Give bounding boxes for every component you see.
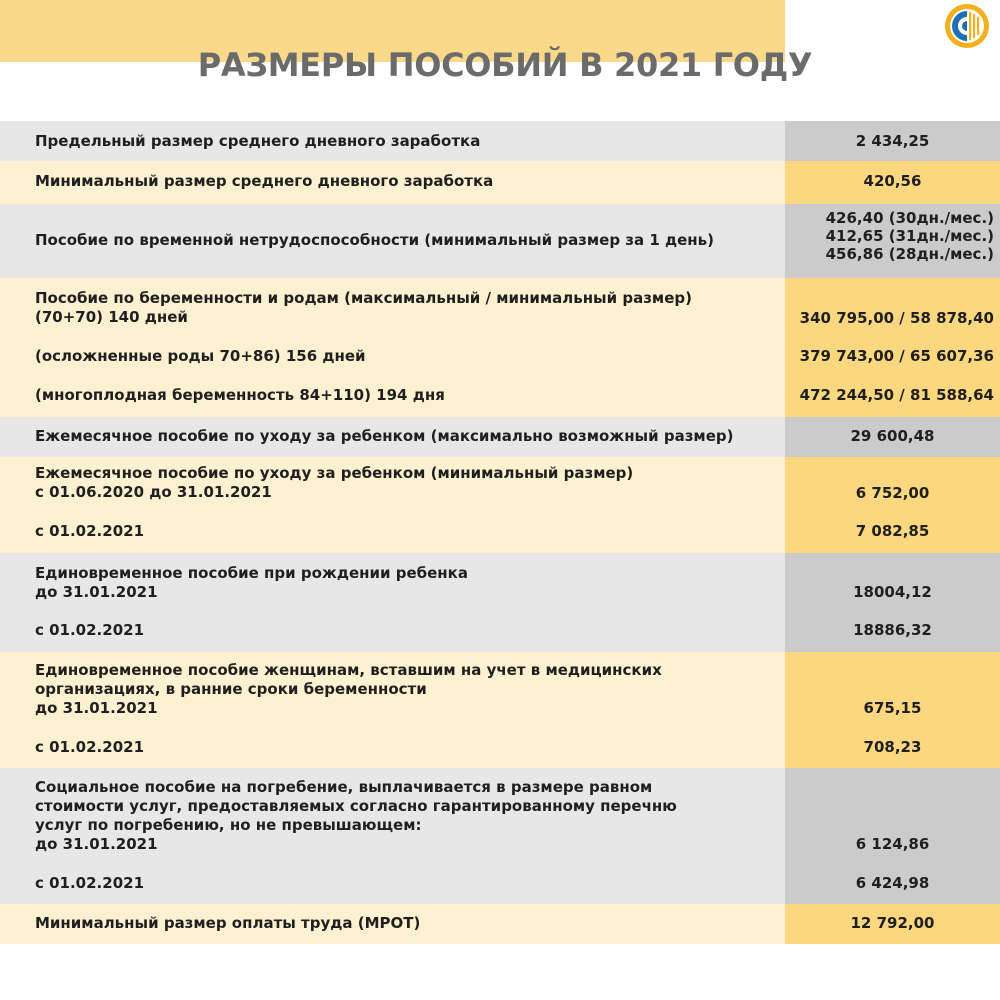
table-row xyxy=(0,278,1000,417)
row-value: 340 795,00 / 58 878,40 xyxy=(799,309,994,327)
row-sublabel: с 01.02.2021 xyxy=(35,621,145,639)
row-value: 29 600,48 xyxy=(850,427,935,445)
row-label: Пособие по временной нетрудоспособности (минимальный размер за 1 день) xyxy=(35,231,715,249)
table-row xyxy=(0,417,1000,457)
table-row xyxy=(0,768,1000,904)
row-value: 6 124,86 xyxy=(855,835,930,853)
row-value: 2 434,25 xyxy=(855,132,930,150)
row-label: услуг по погребению, но не превышающем: xyxy=(35,816,422,834)
row-sublabel: (многоплодная беременность 84+110) 194 дня xyxy=(35,386,445,404)
row-sublabel: с 01.02.2021 xyxy=(35,522,145,540)
row-label: Ежемесячное пособие по уходу за ребенком (минимальный размер) xyxy=(35,464,634,482)
row-value: 426,40 (30дн./мес.) xyxy=(825,209,994,227)
row-value: 18004,12 xyxy=(853,583,932,601)
row-label: Ежемесячное пособие по уходу за ребенком (максимально возможный размер) xyxy=(35,427,734,445)
row-value: 6 424,98 xyxy=(855,874,930,892)
table-row xyxy=(0,121,1000,161)
row-value: 7 082,85 xyxy=(855,522,930,540)
table-row xyxy=(0,457,1000,553)
row-label: (70+70) 140 дней xyxy=(35,308,188,326)
row-label: Единовременное пособие женщинам, вставшим на учет в медицинских xyxy=(35,661,662,679)
row-value: 12 792,00 xyxy=(850,914,935,932)
row-sublabel: с 01.02.2021 xyxy=(35,738,145,756)
row-value: 472 244,50 / 81 588,64 xyxy=(799,386,994,404)
table-row xyxy=(0,904,1000,944)
table-row xyxy=(0,161,1000,204)
row-value: 675,15 xyxy=(863,699,922,717)
table-row xyxy=(0,204,1000,278)
row-value: 420,56 xyxy=(863,172,922,190)
row-value: 456,86 (28дн./мес.) xyxy=(825,245,994,263)
table-row xyxy=(0,652,1000,768)
row-sublabel: (осложненные роды 70+86) 156 дней xyxy=(35,347,366,365)
row-sublabel: с 01.02.2021 xyxy=(35,874,145,892)
row-label: до 31.01.2021 xyxy=(35,583,158,601)
row-label: Социальное пособие на погребение, выплачивается в размере равном xyxy=(35,778,653,796)
row-label: организациях, в ранние сроки беременности xyxy=(35,680,427,698)
row-label: с 01.06.2020 до 31.01.2021 xyxy=(35,483,272,501)
row-value: 6 752,00 xyxy=(855,484,930,502)
row-value: 412,65 (31дн./мес.) xyxy=(825,227,994,245)
row-label: до 31.01.2021 xyxy=(35,699,158,717)
row-value: 379 743,00 / 65 607,36 xyxy=(799,347,994,365)
row-label: Единовременное пособие при рождении ребенка xyxy=(35,564,468,582)
row-label: Минимальный размер оплаты труда (МРОТ) xyxy=(35,914,421,932)
row-label: стоимости услуг, предоставляемых согласно гарантированному перечню xyxy=(35,797,677,815)
row-value: 708,23 xyxy=(863,738,922,756)
fss-logo-icon xyxy=(943,2,991,50)
row-label: до 31.01.2021 xyxy=(35,835,158,853)
row-label: Минимальный размер среднего дневного заработка xyxy=(35,172,494,190)
table-row xyxy=(0,553,1000,652)
row-label: Предельный размер среднего дневного заработка xyxy=(35,132,481,150)
row-value: 18886,32 xyxy=(853,621,932,639)
page-title: РАЗМЕРЫ ПОСОБИЙ В 2021 ГОДУ xyxy=(197,46,813,84)
row-label: Пособие по беременности и родам (максимальный / минимальный размер) xyxy=(35,289,692,307)
